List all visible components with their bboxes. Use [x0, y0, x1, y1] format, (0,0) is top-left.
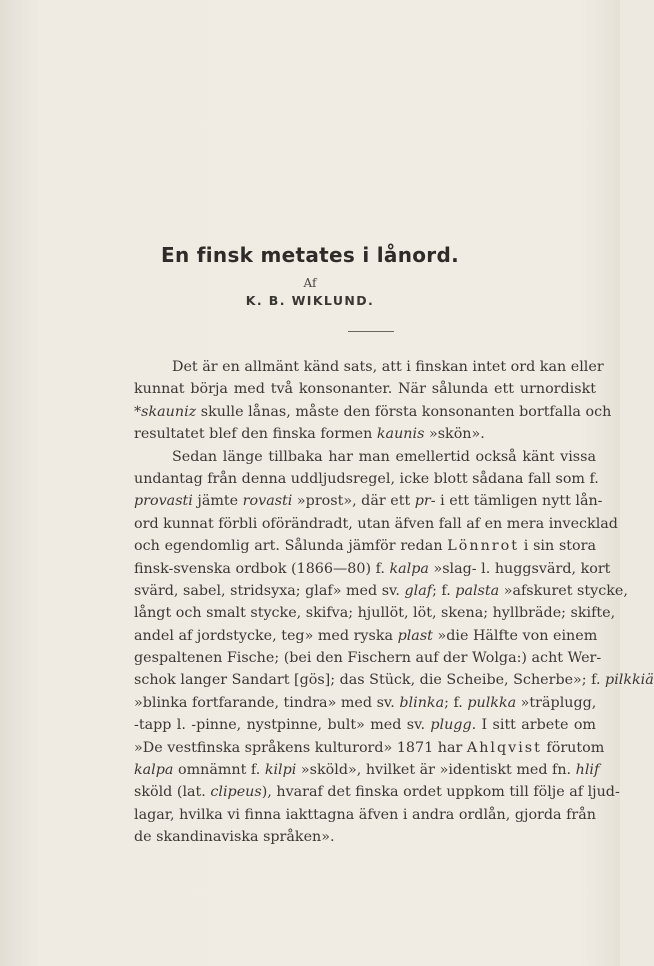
text-line [134, 647, 602, 669]
text-line [134, 714, 596, 736]
text-segment: »slag- l. huggsvärd, kort [428, 560, 611, 577]
italic-term: kalpa [389, 560, 429, 577]
text-segment: »die Hälfte von einem [432, 627, 598, 644]
spaced-name: Ahlqvist [466, 739, 542, 756]
text-line [134, 513, 618, 535]
italic-term: pr- [414, 493, 436, 510]
text-segment: förutom [541, 739, 605, 756]
text-segment: jämte [192, 493, 243, 510]
text-segment: i ett tämligen nytt lån- [435, 493, 603, 510]
italic-term: palsta [455, 582, 500, 599]
italic-term: kaunis [376, 426, 425, 443]
text-segment: »sköld», hvilket är »identiskt med fn. [296, 762, 576, 779]
text-segment: ; f. [444, 694, 468, 711]
text-segment: »blinka fortfarande, tindra» med sv. [134, 694, 400, 711]
author-name: K. B. WIKLUND. [245, 293, 375, 308]
text-line [134, 781, 620, 803]
text-segment: ord kunnat förbli oförändradt, utan äfven fall af en mera invecklad [134, 515, 618, 532]
text-line [134, 669, 654, 691]
text-line [134, 401, 612, 423]
italic-term: kilpi [264, 762, 297, 779]
italic-term: rovasti [242, 493, 293, 510]
text-line [134, 468, 599, 490]
text-segment: »skön». [424, 426, 485, 443]
text-segment: . I sitt arbete om [471, 717, 596, 734]
text-segment: finsk-svenska ordbok (1866—80) f. [134, 560, 390, 577]
spaced-name: Lönnrot [447, 538, 519, 555]
text-line [134, 356, 604, 378]
text-line [134, 602, 616, 624]
italic-term: glaf [404, 582, 433, 599]
text-line [134, 804, 596, 826]
text-segment: Sedan länge tillbaka har man emellertid också känt vissa [172, 448, 596, 465]
text-line [134, 580, 628, 602]
text-segment: Det är en allmänt känd sats, att i finskan intet ord kan eller [172, 359, 604, 375]
text-line [134, 692, 596, 714]
italic-term: skauniz [141, 403, 197, 420]
text-segment: och egendomlig art. Sålunda jämför redan [134, 538, 448, 555]
text-line [134, 490, 603, 512]
text-segment: skulle lånas, måste den första konsonanten bortfalla och [196, 403, 612, 420]
text-line [134, 446, 596, 468]
text-segment: lagar, hvilka vi finna iakttagna äfven i andra ordlån, gjorda från [134, 806, 596, 823]
italic-term: kalpa [134, 762, 174, 779]
text-line [134, 558, 611, 580]
text-line [134, 737, 605, 759]
text-segment: de skandinaviska språken». [134, 829, 335, 846]
text-segment: * [134, 403, 142, 420]
italic-term: pulkka [467, 694, 517, 711]
text-line [134, 826, 596, 848]
text-segment: undantag från denna uddljudsregel, icke blott sådana fall som f. [134, 470, 599, 487]
italic-term: pilkkiä [605, 672, 654, 689]
text-segment: gespaltenen Fische; (bei den Fischern auf der Wolga:) acht Wer- [134, 650, 602, 667]
italic-term: hlif [575, 762, 600, 779]
text-segment: ; f. [432, 582, 456, 599]
text-segment: i sin stora [519, 538, 596, 555]
italic-term: plugg [430, 717, 472, 734]
text-segment: »afskuret stycke, [499, 582, 628, 599]
text-segment: kunnat börja med två konsonanter. När sålunda ett urnordiskt [134, 381, 596, 398]
title-rule [348, 331, 394, 332]
text-segment: resultatet blef den finska formen [134, 426, 377, 443]
article-title: En finsk metates i lånord. [160, 243, 459, 267]
text-segment: långt och smalt stycke, skifva; hjullöt, löt, skena; hyllbräde; skifte, [134, 605, 616, 622]
text-segment: sköld (lat. [134, 784, 211, 801]
text-segment: »träplugg, [516, 694, 597, 711]
text-segment: -tapp l. -pinne, nystpinne, bult» med sv. [134, 717, 431, 734]
text-segment: omnämnt f. [173, 762, 265, 779]
italic-term: clipeus [210, 784, 262, 801]
text-segment: ), hvaraf det finska ordet uppkom till följe af ljud- [261, 784, 620, 801]
text-line [134, 759, 600, 781]
text-line [134, 378, 596, 400]
text-segment: »prost», där ett [292, 493, 415, 510]
italic-term: provasti [134, 493, 193, 510]
text-segment: schok langer Sandart [gös]; das Stück, die Scheibe, Scherbe»; f. [134, 672, 606, 689]
byline-prefix: Af [303, 276, 317, 290]
italic-term: plast [397, 627, 433, 644]
text-line [134, 535, 596, 557]
text-segment: andel af jordstycke, teg» med ryska [134, 627, 398, 644]
text-line [134, 423, 596, 445]
text-segment: svärd, sabel, stridsyxa; glaf» med sv. [134, 582, 405, 599]
article-body [134, 356, 654, 849]
text-segment: »De vestfinska språkens kulturord» 1871 har [134, 739, 467, 756]
italic-term: blinka [399, 694, 445, 711]
text-line [134, 625, 596, 647]
